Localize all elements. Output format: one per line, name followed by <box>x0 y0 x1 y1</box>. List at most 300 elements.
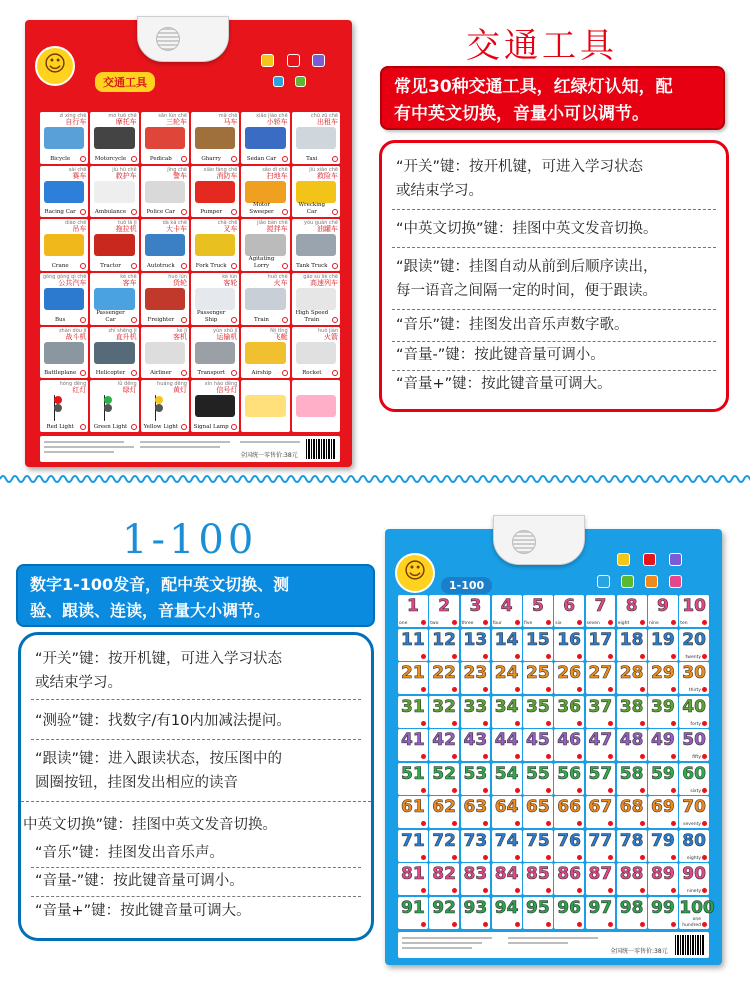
press-button-icon[interactable] <box>671 922 676 927</box>
number-card[interactable] <box>617 595 647 627</box>
number-card[interactable] <box>492 897 522 929</box>
press-button-icon[interactable] <box>702 620 707 625</box>
transport-card[interactable] <box>141 327 189 379</box>
press-button-icon[interactable] <box>671 620 676 625</box>
number-card[interactable] <box>679 595 709 627</box>
number-card[interactable] <box>492 595 522 627</box>
press-button-icon[interactable] <box>231 156 237 162</box>
number-card[interactable] <box>523 729 553 761</box>
press-button-icon[interactable] <box>421 754 426 759</box>
number-card[interactable] <box>554 796 584 828</box>
press-button-icon[interactable] <box>546 855 551 860</box>
press-button-icon[interactable] <box>702 788 707 793</box>
press-button-icon[interactable] <box>671 721 676 726</box>
press-button-icon[interactable] <box>608 654 613 659</box>
number-card[interactable] <box>586 662 616 694</box>
number-card[interactable] <box>648 830 678 862</box>
transport-card[interactable] <box>191 327 239 379</box>
number-card[interactable] <box>648 696 678 728</box>
mode-button-icon[interactable] <box>273 76 284 87</box>
press-button-icon[interactable] <box>640 754 645 759</box>
transport-card[interactable] <box>40 166 88 218</box>
transport-card[interactable] <box>141 112 189 164</box>
number-card[interactable] <box>617 897 647 929</box>
number-card[interactable] <box>492 629 522 661</box>
plus-button-icon[interactable] <box>287 54 300 67</box>
number-word: eight <box>617 621 630 627</box>
transport-card[interactable] <box>292 273 340 325</box>
transport-card[interactable] <box>90 273 138 325</box>
press-button-icon[interactable] <box>452 620 457 625</box>
transport-card[interactable] <box>292 327 340 379</box>
press-button-icon[interactable] <box>546 754 551 759</box>
number-card[interactable] <box>429 830 459 862</box>
press-button-icon[interactable] <box>131 424 137 430</box>
number-card[interactable] <box>617 830 647 862</box>
number-card[interactable] <box>398 763 428 795</box>
press-button-icon[interactable] <box>702 888 707 893</box>
number-card[interactable] <box>679 897 715 929</box>
press-button-icon[interactable] <box>702 687 707 692</box>
press-button-icon[interactable] <box>452 821 457 826</box>
number-card[interactable] <box>492 830 522 862</box>
press-button-icon[interactable] <box>421 721 426 726</box>
number-card[interactable] <box>461 696 491 728</box>
number-card[interactable] <box>429 662 459 694</box>
press-button-icon[interactable] <box>181 263 187 269</box>
number-card[interactable] <box>617 629 647 661</box>
press-button-icon[interactable] <box>452 855 457 860</box>
press-button-icon[interactable] <box>332 156 338 162</box>
press-button-icon[interactable] <box>515 654 520 659</box>
number-card[interactable] <box>523 696 553 728</box>
number-card[interactable] <box>429 629 459 661</box>
press-button-icon[interactable] <box>702 654 707 659</box>
number-card[interactable] <box>461 863 491 895</box>
press-button-icon[interactable] <box>671 654 676 659</box>
press-button-icon[interactable] <box>483 821 488 826</box>
press-button-icon[interactable] <box>608 687 613 692</box>
number-card[interactable] <box>461 763 491 795</box>
press-button-icon[interactable] <box>640 788 645 793</box>
number-card[interactable] <box>523 629 553 661</box>
transport-card[interactable] <box>40 112 88 164</box>
number-card[interactable] <box>679 863 709 895</box>
number-card[interactable] <box>648 897 678 929</box>
number-card[interactable] <box>648 662 678 694</box>
number-card[interactable] <box>679 629 709 661</box>
number-card[interactable] <box>429 696 459 728</box>
press-button-icon[interactable] <box>231 370 237 376</box>
press-button-icon[interactable] <box>231 263 237 269</box>
number-card[interactable] <box>398 696 428 728</box>
transport-card[interactable] <box>241 219 289 271</box>
press-button-icon[interactable] <box>452 687 457 692</box>
number-value: 51 <box>401 763 425 784</box>
card-english-label: Racing Car <box>44 209 76 216</box>
press-button-icon[interactable] <box>80 424 86 430</box>
number-card[interactable] <box>586 595 616 627</box>
number-card[interactable] <box>554 763 584 795</box>
transport-card[interactable] <box>241 112 289 164</box>
press-button-icon[interactable] <box>640 721 645 726</box>
number-card[interactable] <box>461 897 491 929</box>
press-button-icon[interactable] <box>608 821 613 826</box>
press-button-icon[interactable] <box>577 788 582 793</box>
press-button-icon[interactable] <box>421 922 426 927</box>
mode-button-icon[interactable] <box>295 76 306 87</box>
number-card[interactable] <box>523 796 553 828</box>
number-card[interactable] <box>586 729 616 761</box>
press-button-icon[interactable] <box>131 209 137 215</box>
press-button-icon[interactable] <box>577 821 582 826</box>
number-card[interactable] <box>398 729 428 761</box>
transport-card[interactable] <box>141 273 189 325</box>
transport-card[interactable] <box>90 380 138 432</box>
press-button-icon[interactable] <box>452 754 457 759</box>
press-button-icon[interactable] <box>231 209 237 215</box>
transport-card[interactable] <box>292 112 340 164</box>
transport-card[interactable] <box>241 327 289 379</box>
press-button-icon[interactable] <box>608 754 613 759</box>
number-card[interactable] <box>398 897 428 929</box>
press-button-icon[interactable] <box>546 788 551 793</box>
transport-card[interactable] <box>241 166 289 218</box>
mode-button-icon[interactable] <box>669 575 682 588</box>
number-value: 31 <box>401 696 425 717</box>
number-card[interactable] <box>554 830 584 862</box>
press-button-icon[interactable] <box>483 687 488 692</box>
press-button-icon[interactable] <box>546 888 551 893</box>
transport-card[interactable] <box>141 219 189 271</box>
number-card[interactable] <box>461 796 491 828</box>
press-button-icon[interactable] <box>80 317 86 323</box>
press-button-icon[interactable] <box>546 654 551 659</box>
number-card[interactable] <box>679 662 709 694</box>
number-card[interactable] <box>617 662 647 694</box>
minus-button-icon[interactable] <box>617 553 630 566</box>
transport-card[interactable] <box>90 166 138 218</box>
press-button-icon[interactable] <box>483 654 488 659</box>
number-card[interactable] <box>586 696 616 728</box>
press-button-icon[interactable] <box>131 156 137 162</box>
number-card[interactable] <box>492 863 522 895</box>
press-button-icon[interactable] <box>671 788 676 793</box>
power-button-icon[interactable] <box>312 54 325 67</box>
transport-card[interactable] <box>40 219 88 271</box>
press-button-icon[interactable] <box>131 317 137 323</box>
number-card[interactable] <box>586 830 616 862</box>
press-button-icon[interactable] <box>702 922 707 927</box>
mode-button-icon[interactable] <box>645 575 658 588</box>
transport-card[interactable] <box>141 380 189 432</box>
press-button-icon[interactable] <box>577 654 582 659</box>
press-button-icon[interactable] <box>181 424 187 430</box>
mode-button-icon[interactable] <box>597 575 610 588</box>
press-button-icon[interactable] <box>181 370 187 376</box>
press-button-icon[interactable] <box>421 620 426 625</box>
press-button-icon[interactable] <box>483 620 488 625</box>
transport-card[interactable] <box>241 273 289 325</box>
press-button-icon[interactable] <box>546 687 551 692</box>
vehicle-picture-icon <box>145 288 185 310</box>
press-button-icon[interactable] <box>483 754 488 759</box>
press-button-icon[interactable] <box>515 687 520 692</box>
number-card[interactable] <box>586 629 616 661</box>
press-button-icon[interactable] <box>181 209 187 215</box>
transport-card[interactable] <box>191 166 239 218</box>
press-button-icon[interactable] <box>282 370 288 376</box>
number-card[interactable] <box>617 763 647 795</box>
press-button-icon[interactable] <box>231 424 237 430</box>
number-card[interactable] <box>617 696 647 728</box>
press-button-icon[interactable] <box>181 317 187 323</box>
press-button-icon[interactable] <box>452 721 457 726</box>
number-card[interactable] <box>554 897 584 929</box>
press-button-icon[interactable] <box>546 620 551 625</box>
press-button-icon[interactable] <box>515 788 520 793</box>
press-button-icon[interactable] <box>640 888 645 893</box>
number-card[interactable] <box>554 629 584 661</box>
press-button-icon[interactable] <box>421 687 426 692</box>
press-button-icon[interactable] <box>702 721 707 726</box>
transport-card[interactable] <box>191 219 239 271</box>
power-button-icon[interactable] <box>669 553 682 566</box>
press-button-icon[interactable] <box>640 654 645 659</box>
press-button-icon[interactable] <box>577 754 582 759</box>
press-button-icon[interactable] <box>282 209 288 215</box>
card-english-label: Motorcycle <box>94 155 127 162</box>
transport-card[interactable] <box>40 327 88 379</box>
press-button-icon[interactable] <box>80 370 86 376</box>
transport-card[interactable] <box>191 273 239 325</box>
number-card[interactable] <box>398 830 428 862</box>
press-button-icon[interactable] <box>577 888 582 893</box>
press-button-icon[interactable] <box>640 620 645 625</box>
press-button-icon[interactable] <box>332 317 338 323</box>
number-card[interactable] <box>617 796 647 828</box>
number-card[interactable] <box>648 595 678 627</box>
press-button-icon[interactable] <box>515 754 520 759</box>
number-card[interactable] <box>679 796 709 828</box>
number-card[interactable] <box>679 763 709 795</box>
number-card[interactable] <box>523 595 553 627</box>
transport-card[interactable] <box>241 380 289 432</box>
number-card[interactable] <box>429 729 459 761</box>
number-card[interactable] <box>554 696 584 728</box>
transport-card[interactable] <box>292 380 340 432</box>
number-card[interactable] <box>461 729 491 761</box>
press-button-icon[interactable] <box>546 922 551 927</box>
press-button-icon[interactable] <box>577 620 582 625</box>
transport-card[interactable] <box>191 112 239 164</box>
transport-card[interactable] <box>292 219 340 271</box>
number-card[interactable] <box>429 863 459 895</box>
press-button-icon[interactable] <box>671 855 676 860</box>
number-card[interactable] <box>429 897 459 929</box>
press-button-icon[interactable] <box>421 888 426 893</box>
number-card[interactable] <box>461 629 491 661</box>
number-value: 19 <box>651 629 675 650</box>
card-english-label: Transport <box>197 370 225 377</box>
press-button-icon[interactable] <box>577 855 582 860</box>
number-card[interactable] <box>461 595 491 627</box>
press-button-icon[interactable] <box>640 821 645 826</box>
press-button-icon[interactable] <box>577 721 582 726</box>
press-button-icon[interactable] <box>515 855 520 860</box>
transport-card[interactable] <box>40 380 88 432</box>
press-button-icon[interactable] <box>282 156 288 162</box>
press-button-icon[interactable] <box>702 821 707 826</box>
card-chinese-label: 三轮车 <box>165 118 187 126</box>
number-card[interactable] <box>523 662 553 694</box>
press-button-icon[interactable] <box>80 263 86 269</box>
press-button-icon[interactable] <box>546 721 551 726</box>
press-button-icon[interactable] <box>131 370 137 376</box>
press-button-icon[interactable] <box>608 721 613 726</box>
press-button-icon[interactable] <box>131 263 137 269</box>
press-button-icon[interactable] <box>483 788 488 793</box>
number-card[interactable] <box>429 763 459 795</box>
transport-card[interactable] <box>141 166 189 218</box>
number-card[interactable] <box>554 729 584 761</box>
number-card[interactable] <box>429 595 459 627</box>
press-button-icon[interactable] <box>608 855 613 860</box>
transport-card[interactable] <box>90 219 138 271</box>
number-card[interactable] <box>554 662 584 694</box>
number-card[interactable] <box>617 729 647 761</box>
press-button-icon[interactable] <box>282 263 288 269</box>
press-button-icon[interactable] <box>671 821 676 826</box>
number-card[interactable] <box>679 696 709 728</box>
number-card[interactable] <box>492 763 522 795</box>
number-card[interactable] <box>679 729 709 761</box>
number-card[interactable] <box>523 863 553 895</box>
press-button-icon[interactable] <box>421 821 426 826</box>
press-button-icon[interactable] <box>608 620 613 625</box>
number-value: 60 <box>682 763 706 784</box>
number-card[interactable] <box>398 629 428 661</box>
card-pinyin: tuō lā jī <box>118 220 137 227</box>
press-button-icon[interactable] <box>640 922 645 927</box>
press-button-icon[interactable] <box>421 855 426 860</box>
number-card[interactable] <box>398 863 428 895</box>
instruction-volume-down <box>396 343 716 367</box>
transport-card[interactable] <box>292 166 340 218</box>
press-button-icon[interactable] <box>282 317 288 323</box>
press-button-icon[interactable] <box>608 922 613 927</box>
instruction-read-along <box>35 747 361 795</box>
press-button-icon[interactable] <box>332 209 338 215</box>
press-button-icon[interactable] <box>332 263 338 269</box>
press-button-icon[interactable] <box>577 687 582 692</box>
number-card[interactable] <box>398 595 428 627</box>
press-button-icon[interactable] <box>332 370 338 376</box>
press-button-icon[interactable] <box>452 922 457 927</box>
number-card[interactable] <box>523 763 553 795</box>
transport-card[interactable] <box>90 112 138 164</box>
number-card[interactable] <box>648 863 678 895</box>
number-card[interactable] <box>398 662 428 694</box>
press-button-icon[interactable] <box>577 922 582 927</box>
number-card[interactable] <box>617 863 647 895</box>
press-button-icon[interactable] <box>483 721 488 726</box>
number-card[interactable] <box>648 729 678 761</box>
number-card[interactable] <box>679 830 709 862</box>
transport-card[interactable] <box>40 273 88 325</box>
press-button-icon[interactable] <box>452 888 457 893</box>
press-button-icon[interactable] <box>702 855 707 860</box>
number-card[interactable] <box>648 796 678 828</box>
press-button-icon[interactable] <box>608 788 613 793</box>
number-card[interactable] <box>461 830 491 862</box>
mode-button-icon[interactable] <box>621 575 634 588</box>
plus-button-icon[interactable] <box>643 553 656 566</box>
number-card[interactable] <box>648 763 678 795</box>
press-button-icon[interactable] <box>181 156 187 162</box>
number-card[interactable] <box>586 796 616 828</box>
press-button-icon[interactable] <box>515 721 520 726</box>
press-button-icon[interactable] <box>671 888 676 893</box>
press-button-icon[interactable] <box>546 821 551 826</box>
press-button-icon[interactable] <box>515 922 520 927</box>
number-card[interactable] <box>523 830 553 862</box>
number-card[interactable] <box>492 662 522 694</box>
number-card[interactable] <box>586 863 616 895</box>
press-button-icon[interactable] <box>421 788 426 793</box>
number-card[interactable] <box>554 863 584 895</box>
minus-button-icon[interactable] <box>261 54 274 67</box>
number-card[interactable] <box>492 796 522 828</box>
press-button-icon[interactable] <box>702 754 707 759</box>
press-button-icon[interactable] <box>515 888 520 893</box>
press-button-icon[interactable] <box>640 855 645 860</box>
number-card[interactable] <box>554 595 584 627</box>
press-button-icon[interactable] <box>671 754 676 759</box>
press-button-icon[interactable] <box>452 654 457 659</box>
number-card[interactable] <box>586 897 616 929</box>
press-button-icon[interactable] <box>483 855 488 860</box>
card-pinyin: dà kǎ chē <box>162 220 187 227</box>
press-button-icon[interactable] <box>515 821 520 826</box>
number-card[interactable] <box>429 796 459 828</box>
transport-card[interactable] <box>90 327 138 379</box>
number-value: 24 <box>494 663 519 684</box>
number-card[interactable] <box>648 629 678 661</box>
press-button-icon[interactable] <box>640 687 645 692</box>
number-value: 44 <box>494 730 519 751</box>
press-button-icon[interactable] <box>483 922 488 927</box>
press-button-icon[interactable] <box>671 687 676 692</box>
press-button-icon[interactable] <box>421 654 426 659</box>
number-card[interactable] <box>492 696 522 728</box>
press-button-icon[interactable] <box>80 156 86 162</box>
number-card[interactable] <box>461 662 491 694</box>
press-button-icon[interactable] <box>231 317 237 323</box>
number-card[interactable] <box>523 897 553 929</box>
transport-card[interactable] <box>191 380 239 432</box>
press-button-icon[interactable] <box>80 209 86 215</box>
press-button-icon[interactable] <box>483 888 488 893</box>
press-button-icon[interactable] <box>452 788 457 793</box>
number-card[interactable] <box>398 796 428 828</box>
press-button-icon[interactable] <box>608 888 613 893</box>
press-button-icon[interactable] <box>515 620 520 625</box>
number-card[interactable] <box>492 729 522 761</box>
section-title-numbers: 1-100 <box>122 517 258 563</box>
number-card[interactable] <box>586 763 616 795</box>
instruction-line: 每一语音之间隔一定的时间，便于跟读。 <box>396 283 657 299</box>
